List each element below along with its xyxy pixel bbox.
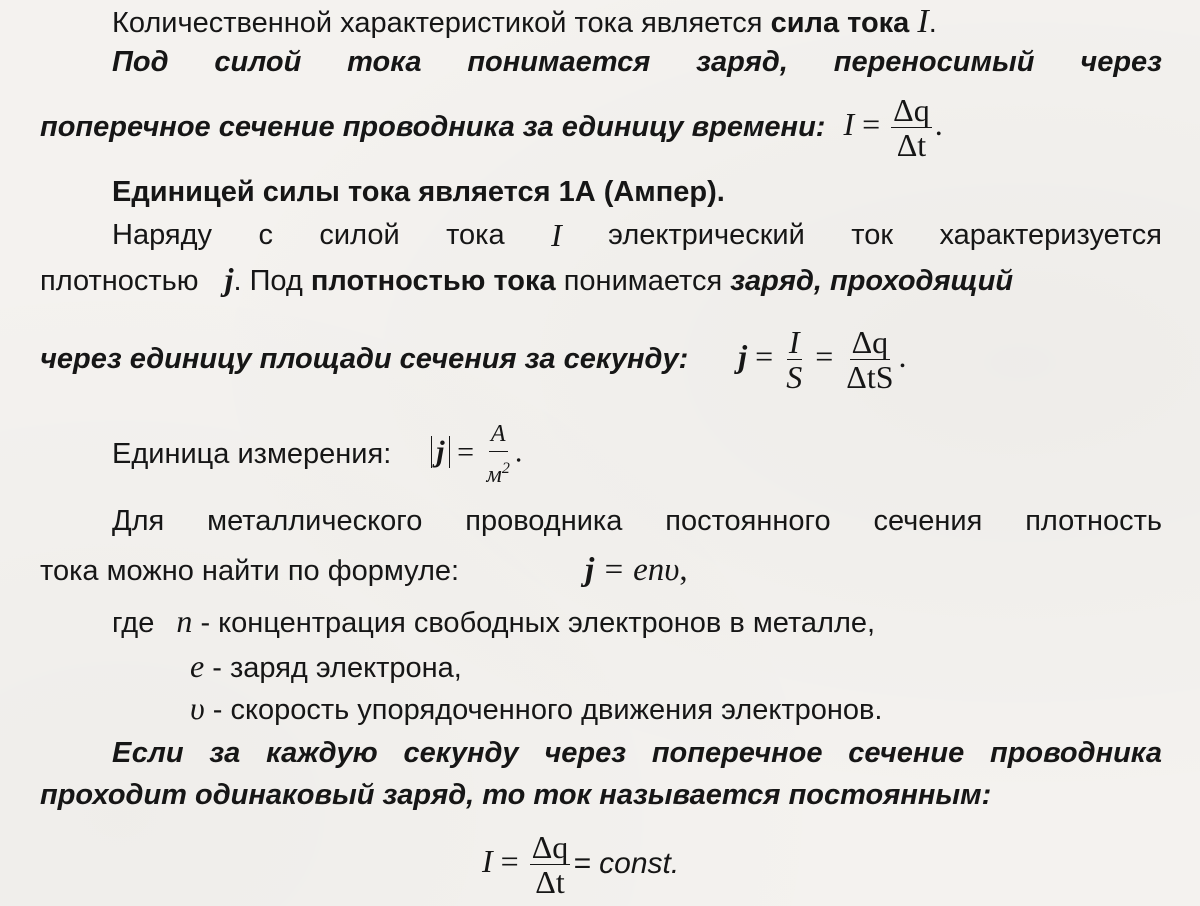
word: понимается bbox=[467, 46, 651, 78]
word: силой bbox=[214, 46, 302, 78]
symbol-j: j bbox=[224, 261, 234, 297]
formula-eq: = bbox=[862, 105, 881, 142]
fraction bbox=[530, 828, 571, 900]
word: поперечное bbox=[651, 737, 823, 769]
fraction bbox=[485, 418, 512, 491]
metal-line-2 bbox=[40, 552, 1162, 589]
unit-label: Единица измерения: bbox=[112, 438, 392, 470]
formula-eq: = bbox=[500, 842, 519, 879]
symbol-v: υ bbox=[190, 690, 205, 726]
formula-dc-expression bbox=[482, 828, 573, 900]
term-current-density: плотностью тока bbox=[310, 265, 556, 297]
word: за bbox=[209, 737, 241, 769]
formula-eq: = bbox=[457, 434, 475, 468]
word: постоянного bbox=[665, 505, 831, 537]
definition-text: через единицу площади сечения за секунду: bbox=[40, 343, 689, 375]
definition-e: - заряд электрона, bbox=[204, 652, 462, 684]
symbol-n: n bbox=[176, 603, 193, 639]
word: ток bbox=[851, 219, 894, 251]
word: тока bbox=[446, 219, 505, 251]
definition-start: заряд, проходящий bbox=[730, 265, 1014, 297]
formula-end: . bbox=[898, 337, 907, 374]
symbol-I: I bbox=[551, 217, 562, 253]
word: через bbox=[1080, 46, 1162, 78]
formula-rhs: = enυ bbox=[594, 552, 680, 588]
formula-jenv bbox=[585, 552, 687, 588]
formula-lhs: j bbox=[738, 337, 748, 374]
word: Если bbox=[112, 737, 184, 769]
metal-line-1 bbox=[112, 503, 1162, 539]
definition-text: поперечное сечение проводника за единицу времени: bbox=[40, 111, 826, 143]
definition-line-1 bbox=[112, 44, 1162, 80]
fraction-numerator: A bbox=[489, 418, 508, 452]
text-segment: плотностью bbox=[40, 265, 199, 297]
word: секунду bbox=[403, 737, 519, 769]
dc-line-2 bbox=[40, 777, 1162, 813]
word: заряд, bbox=[696, 46, 788, 78]
fraction bbox=[844, 323, 895, 395]
unit-ampere-text: Единицей силы тока является 1А (Ампер). bbox=[112, 176, 725, 208]
density-line-3 bbox=[40, 318, 1162, 400]
intro-text: Количественной характеристикой тока является bbox=[112, 7, 771, 39]
word: Наряду bbox=[112, 219, 212, 251]
word: с bbox=[258, 219, 273, 251]
word: сечения bbox=[873, 505, 983, 537]
where-label: где bbox=[112, 607, 155, 639]
unit-ampere-line bbox=[112, 174, 1162, 210]
word: характеризуется bbox=[939, 219, 1162, 251]
dc-line-1 bbox=[112, 735, 1162, 771]
term-current-strength: сила тока bbox=[770, 7, 910, 39]
word: тока bbox=[347, 46, 422, 78]
abs-j: j bbox=[431, 436, 449, 468]
definition-v: - скорость упорядоченного движения электронов. bbox=[204, 694, 883, 726]
word: проводника bbox=[989, 737, 1162, 769]
fraction-denominator: м bbox=[486, 461, 502, 488]
definition-text: проходит одинаковый заряд, то ток называется постоянным: bbox=[40, 779, 992, 811]
fraction-numerator: I bbox=[788, 323, 800, 360]
fraction-numerator: Δq bbox=[851, 323, 889, 360]
text-segment: понимается bbox=[555, 265, 731, 297]
formula-density bbox=[738, 323, 907, 395]
formula-current bbox=[843, 91, 943, 163]
word: силой bbox=[319, 219, 400, 251]
word: Для bbox=[112, 505, 165, 537]
word: плотность bbox=[1025, 505, 1162, 537]
formula-rhs: = const. bbox=[573, 847, 680, 880]
word: каждую bbox=[266, 737, 378, 769]
symbol-I: I bbox=[917, 3, 929, 40]
fraction bbox=[784, 323, 804, 395]
text-segment: тока можно найти по формуле: bbox=[40, 555, 460, 587]
word: переносимый bbox=[833, 46, 1035, 78]
where-item-e bbox=[190, 648, 1162, 686]
formula-lhs: I bbox=[482, 842, 493, 879]
word: Под bbox=[112, 46, 169, 78]
density-unit-line bbox=[112, 414, 1162, 494]
definition-line-2 bbox=[40, 92, 1162, 162]
density-line-1 bbox=[112, 217, 1162, 253]
word: электрический bbox=[608, 219, 805, 251]
text-segment: . Под bbox=[233, 265, 311, 297]
fraction-denominator: Δt bbox=[896, 126, 927, 163]
formula-dc bbox=[482, 826, 1162, 902]
fraction-numerator: Δq bbox=[531, 828, 569, 865]
density-line-2 bbox=[40, 261, 1162, 299]
symbol-e: e bbox=[190, 648, 205, 684]
fraction-denominator: S bbox=[786, 358, 803, 395]
formula-end: . bbox=[934, 105, 943, 142]
formula-end: . bbox=[514, 434, 523, 468]
formula-end: , bbox=[679, 552, 688, 588]
fraction bbox=[891, 91, 932, 163]
formula-lhs: I bbox=[843, 105, 855, 142]
formula-lhs: j bbox=[585, 552, 595, 588]
where-item-n bbox=[112, 603, 1162, 641]
word: металлического bbox=[207, 505, 423, 537]
period: . bbox=[928, 7, 937, 39]
fraction-denominator: Δt bbox=[535, 863, 565, 900]
word: проводника bbox=[465, 505, 623, 537]
fraction-numerator: Δq bbox=[893, 91, 930, 128]
formula-unit bbox=[431, 418, 522, 491]
where-item-v bbox=[190, 690, 1162, 728]
fraction-denominator: ΔtS bbox=[846, 358, 894, 395]
paragraph-current-strength-intro bbox=[112, 4, 1162, 41]
formula-eq: = bbox=[815, 337, 834, 374]
exponent: 2 bbox=[501, 459, 510, 477]
word: через bbox=[544, 737, 627, 769]
word: сечение bbox=[848, 737, 965, 769]
definition-n: - концентрация свободных электронов в металле, bbox=[192, 607, 876, 639]
formula-eq: = bbox=[755, 337, 774, 374]
